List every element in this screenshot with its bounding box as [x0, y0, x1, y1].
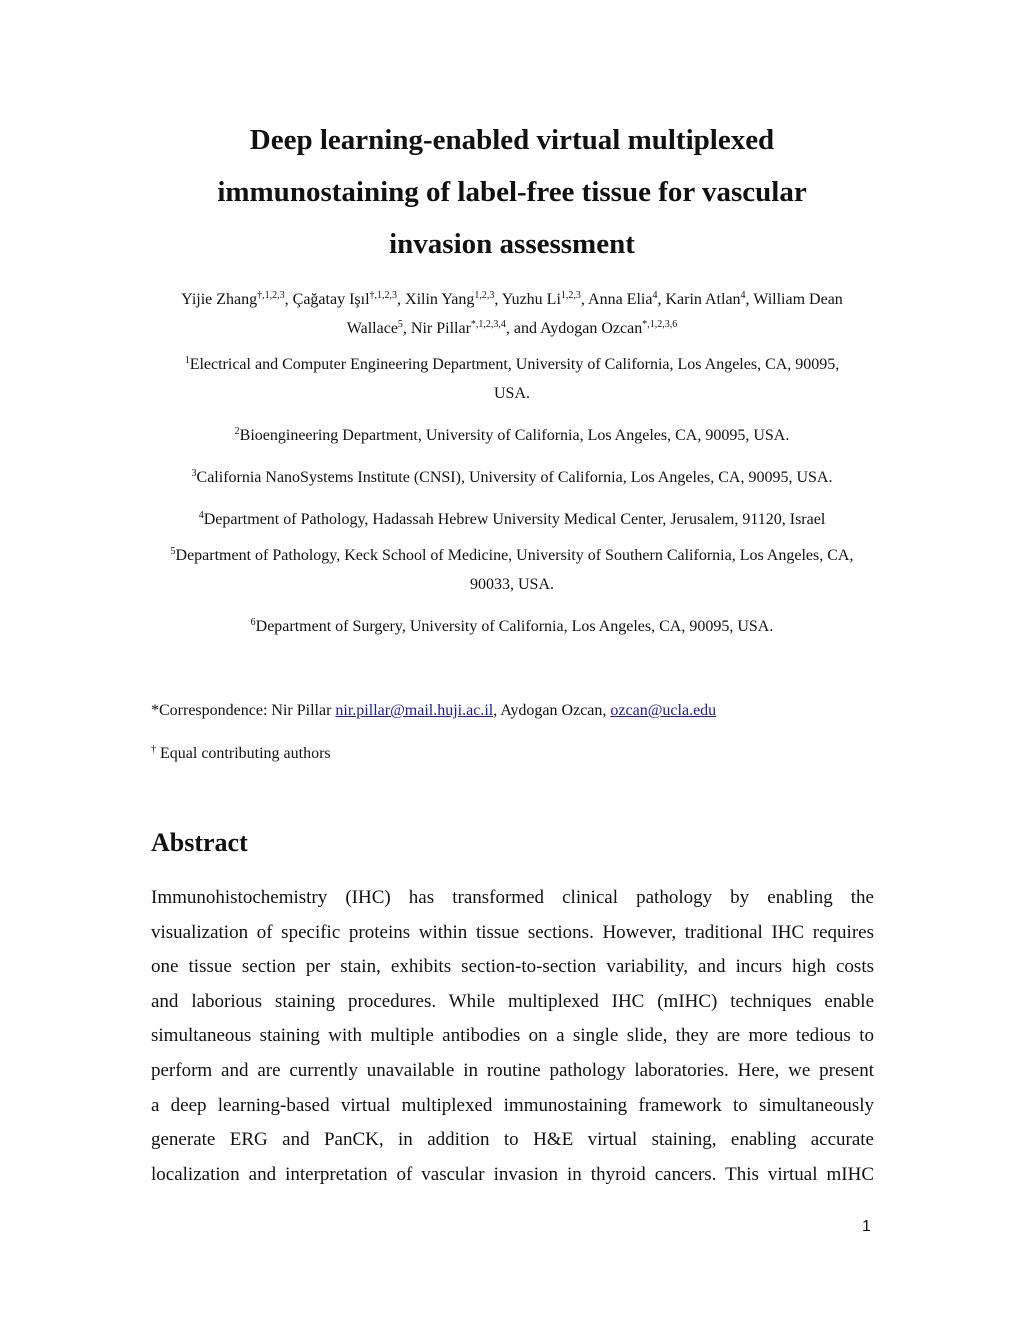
affiliation-6-line-1 — [150, 612, 874, 641]
author-affiliation-marker: *,1,2,3,4 — [470, 319, 506, 330]
author-affiliation-marker: 4 — [740, 290, 746, 301]
paper-title — [150, 114, 874, 270]
author-name: , Yuzhu Li — [494, 291, 561, 308]
affiliation-2-line-1 — [150, 421, 874, 450]
affiliation-text: Department of Pathology, Hadassah Hebrew University Medical Center, Jerusalem, 91120, Israel — [203, 511, 826, 528]
abstract-line: localization and interpretation of vascular invasion in thyroid cancers. This virtual mIHC — [151, 1163, 874, 1185]
affiliation-text: Electrical and Computer Engineering Department, University of California, Los Angeles, CA, 90095, — [189, 356, 840, 373]
affiliation-number: 1 — [184, 355, 190, 366]
author-line-1 — [150, 285, 874, 314]
affiliation-1 — [150, 350, 874, 408]
title-line-3: invasion assessment — [389, 228, 635, 260]
abstract-line: perform and are currently unavailable in routine pathology laboratories. Here, we present — [151, 1059, 874, 1081]
title-line-2: immunostaining of label-free tissue for vascular — [217, 176, 807, 208]
affiliation-text: Department of Pathology, Keck School of Medicine, University of Southern California, Los Angeles, CA, — [175, 547, 854, 564]
affiliation-number: 4 — [198, 510, 204, 521]
affiliation-4-line-1 — [150, 505, 874, 534]
affiliation-number: 3 — [191, 468, 197, 479]
author-affiliation-marker: 4 — [652, 290, 658, 301]
author-name: Yijie Zhang — [181, 291, 258, 308]
affiliation-1-line-2: USA. — [493, 385, 530, 402]
author-list — [150, 285, 874, 343]
author-name: , and Aydogan Ozcan — [505, 320, 643, 337]
author-affiliation-marker: 5 — [397, 319, 403, 330]
affiliation-5-line-2: 90033, USA. — [469, 576, 554, 593]
affiliation-number: 6 — [250, 617, 256, 628]
affiliation-4 — [150, 505, 874, 534]
author-name: , William Dean — [745, 291, 843, 308]
affiliation-5-line-1 — [150, 541, 874, 570]
affiliation-3-line-1 — [150, 463, 874, 492]
correspondence-prefix: *Correspondence: Nir Pillar — [151, 702, 336, 719]
author-name: , Xilin Yang — [397, 291, 475, 308]
equal-contribution-text: Equal contributing authors — [156, 745, 331, 762]
affiliation-6 — [150, 612, 874, 641]
affiliation-3 — [150, 463, 874, 492]
equal-contribution-note — [151, 742, 331, 766]
abstract-heading: Abstract — [151, 828, 248, 857]
abstract-body — [151, 881, 874, 1192]
abstract-line: Immunohistochemistry (IHC) has transformed clinical pathology by enabling the — [151, 887, 874, 908]
author-name: , Karin Atlan — [657, 291, 741, 308]
author-affiliation-marker: *,1,2,3,6 — [642, 319, 678, 330]
author-affiliation-marker: 1,2,3 — [560, 290, 581, 301]
author-name: , Anna Elia — [580, 291, 653, 308]
email-link-ozcan[interactable]: ozcan@ucla.edu — [610, 702, 717, 719]
correspondence-middle: , Aydogan Ozcan, — [493, 702, 611, 719]
author-line-2 — [150, 314, 874, 343]
affiliation-1-line-1 — [150, 350, 874, 379]
title-line-1: Deep learning-enabled virtual multiplexed — [249, 124, 775, 156]
correspondence — [151, 699, 716, 723]
author-name: , Nir Pillar — [402, 320, 471, 337]
affiliation-text: California NanoSystems Institute (CNSI), University of California, Los Angeles, CA, 90095, USA. — [196, 469, 833, 486]
page-number: 1 — [862, 1218, 871, 1235]
author-name: , Çağatay Işıl — [284, 291, 370, 308]
affiliation-text: Bioengineering Department, University of California, Los Angeles, CA, 90095, USA. — [239, 427, 790, 444]
author-name: Wallace — [346, 320, 398, 337]
affiliation-number: 2 — [234, 426, 240, 437]
author-affiliation-marker: †,1,2,3 — [369, 290, 398, 301]
abstract-line: visualization of specific proteins within tissue sections. However, traditional IHC requires — [151, 921, 874, 943]
affiliation-text: Department of Surgery, University of California, Los Angeles, CA, 90095, USA. — [255, 618, 774, 635]
abstract-line: one tissue section per stain, exhibits section-to-section variability, and incurs high costs — [151, 956, 874, 978]
affiliation-number: 5 — [170, 546, 176, 557]
affiliation-2 — [150, 421, 874, 450]
dagger-marker: † — [151, 744, 156, 755]
email-link-pillar[interactable]: nir.pillar@mail.huji.ac.il — [335, 702, 494, 719]
abstract-line: generate ERG and PanCK, in addition to H&E virtual staining, enabling accurate — [151, 1129, 874, 1151]
author-affiliation-marker: 1,2,3 — [474, 290, 495, 301]
abstract-line: a deep learning-based virtual multiplexed immunostaining framework to simultaneously — [151, 1094, 874, 1116]
author-affiliation-marker: †,1,2,3 — [257, 290, 285, 301]
abstract-line: simultaneous staining with multiple antibodies on a single slide, they are more tedious to — [151, 1025, 874, 1047]
affiliation-5 — [150, 541, 874, 599]
abstract-line: and laborious staining procedures. While multiplexed IHC (mIHC) techniques enable — [151, 990, 874, 1012]
